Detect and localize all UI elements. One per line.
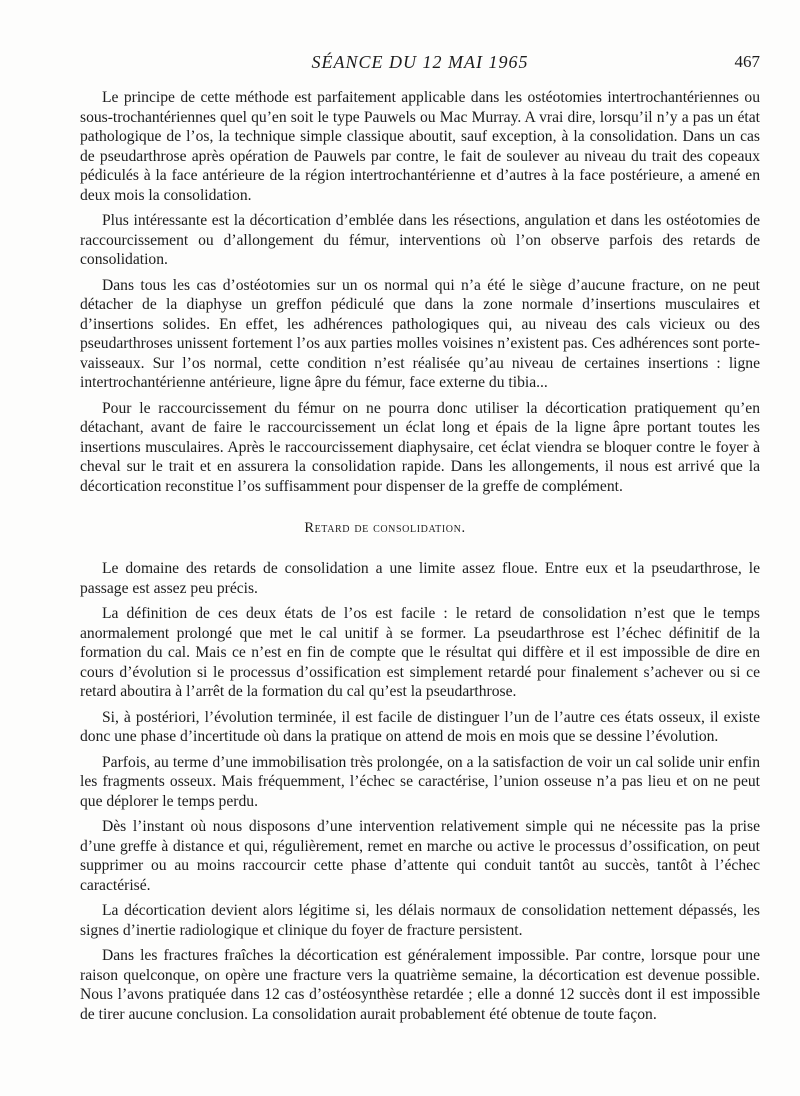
paragraph: Si, à postériori, l’évolution terminée, il est facile de distinguer l’un de l’autre ces états osseux, il existe donc une phase d’incertitude où dans la pratique on attend de mois en mois que se dessine l’évolution. bbox=[80, 708, 760, 745]
paragraph: Dans tous les cas d’ostéotomies sur un os normal qui n’a été le siège d’aucune fracture, on ne peut détacher de la diaphyse un greffon pédiculé que dans la zone normale d’insertions musculaires et d’insertions solides. En effet, les adhérences pathologiques qui, au niveau des cals vicieux ou des pseudarthroses unissent fortement l’os aux parties molles voisines n’existent pas. Ces adhérences sont porte-vaisseaux. Sur l’os normal, cette condition n’est réalisée qu’au niveau de certaines insertions : ligne intertrochantérienne antérieure, ligne âpre du fémur, face externe du tibia... bbox=[80, 276, 760, 391]
section-intro bbox=[80, 88, 760, 496]
section-heading: Retard de consolidation. bbox=[304, 520, 466, 536]
page-number: 467 bbox=[734, 52, 760, 71]
running-title: SÉANCE DU 12 MAI 1965 bbox=[311, 52, 529, 72]
paragraph: Pour le raccourcissement du fémur on ne pourra donc utiliser la décortication pratiquement qu’en détachant, avant de faire le raccourcissement un éclat long et épais de la ligne âpre portant toutes les insertions musculaires. Après le raccourcissement diaphysaire, cet éclat viendra se bloquer contre le foyer à cheval sur le trait et en assurera la consolidation rapide. Dans les allongements, il nous est arrivé que la décortication reconstitue l’os suffisamment pour dispenser de la greffe de complément. bbox=[80, 399, 760, 495]
section-retard-de-consolidation bbox=[80, 559, 760, 1024]
paragraph: La définition de ces deux états de l’os est facile : le retard de consolidation n’est que le temps anormalement prolongé que met le cal unitif à se former. La pseudarthrose est l’échec définitif de la formation du cal. Mais ce n’est en fin de compte que le résultat qui diffère et il est impossible de dire en cours d’évolution si le processus d’ossification est simplement retardé pour finalement s’achever ou si ce retard aboutira à l’arrêt de la formation du cal qu’est la pseudarthrose. bbox=[80, 605, 760, 700]
paragraph: Le principe de cette méthode est parfaitement applicable dans les ostéotomies intertrochantériennes ou sous-trochantériennes quel qu’en soit le type Pauwels ou Mac Murray. A vrai dire, lorsqu’il n’y a pas un état pathologique de l’os, la technique simple classique aboutit, sauf exception, à la consolidation. Dans un cas de pseudarthrose après opération de Pauwels par contre, le fait de soulever au niveau du trait des copeaux pédiculés à la face antérieure de la région intertrochantérienne et d’autres à la face postérieure, a amené en deux mois la consolidation. bbox=[80, 89, 760, 204]
paragraph: Le domaine des retards de consolidation a une limite assez floue. Entre eux et la pseudarthrose, le passage est assez peu précis. bbox=[80, 560, 760, 597]
body-text bbox=[80, 88, 760, 1030]
paragraph: La décortication devient alors légitime si, les délais normaux de consolidation nettement dépassés, les signes d’inertie radiologique et clinique du foyer de fracture persistent. bbox=[80, 902, 760, 939]
paragraph: Dès l’instant où nous disposons d’une intervention relativement simple qui ne nécessite pas la prise d’une greffe à distance et qui, régulièrement, remet en marche ou active le processus d’ossification, on peut supprimer ou au moins raccourcir cette phase d’attente qui conduit tantôt au succès, tantôt à l’échec caractérisé. bbox=[80, 818, 760, 894]
paragraph: Plus intéressante est la décortication d’emblée dans les résections, angulation et dans les ostéotomies de raccourcissement ou d’allongement du fémur, interventions où l’on observe parfois des retards de consolidation. bbox=[80, 212, 760, 268]
paragraph: Dans les fractures fraîches la décortication est généralement impossible. Par contre, lorsque pour une raison quelconque, on opère une fracture vers la quatrième semaine, la décortication est devenue possible. Nous l’avons pratiquée dans 12 cas d’ostéosynthèse retardée ; elle a donné 12 succès dont il est impossible de tirer aucune conclusion. La consolidation aurait probablement été obtenue de toute façon. bbox=[80, 947, 760, 1023]
running-head bbox=[80, 52, 760, 78]
paragraph: Parfois, au terme d’une immobilisation très prolongée, on a la satisfaction de voir un cal solide unir enfin les fragments osseux. Mais fréquemment, l’échec se caractérise, l’union osseuse n’a pas lieu et on ne peut que déplorer le temps perdu. bbox=[80, 753, 760, 810]
